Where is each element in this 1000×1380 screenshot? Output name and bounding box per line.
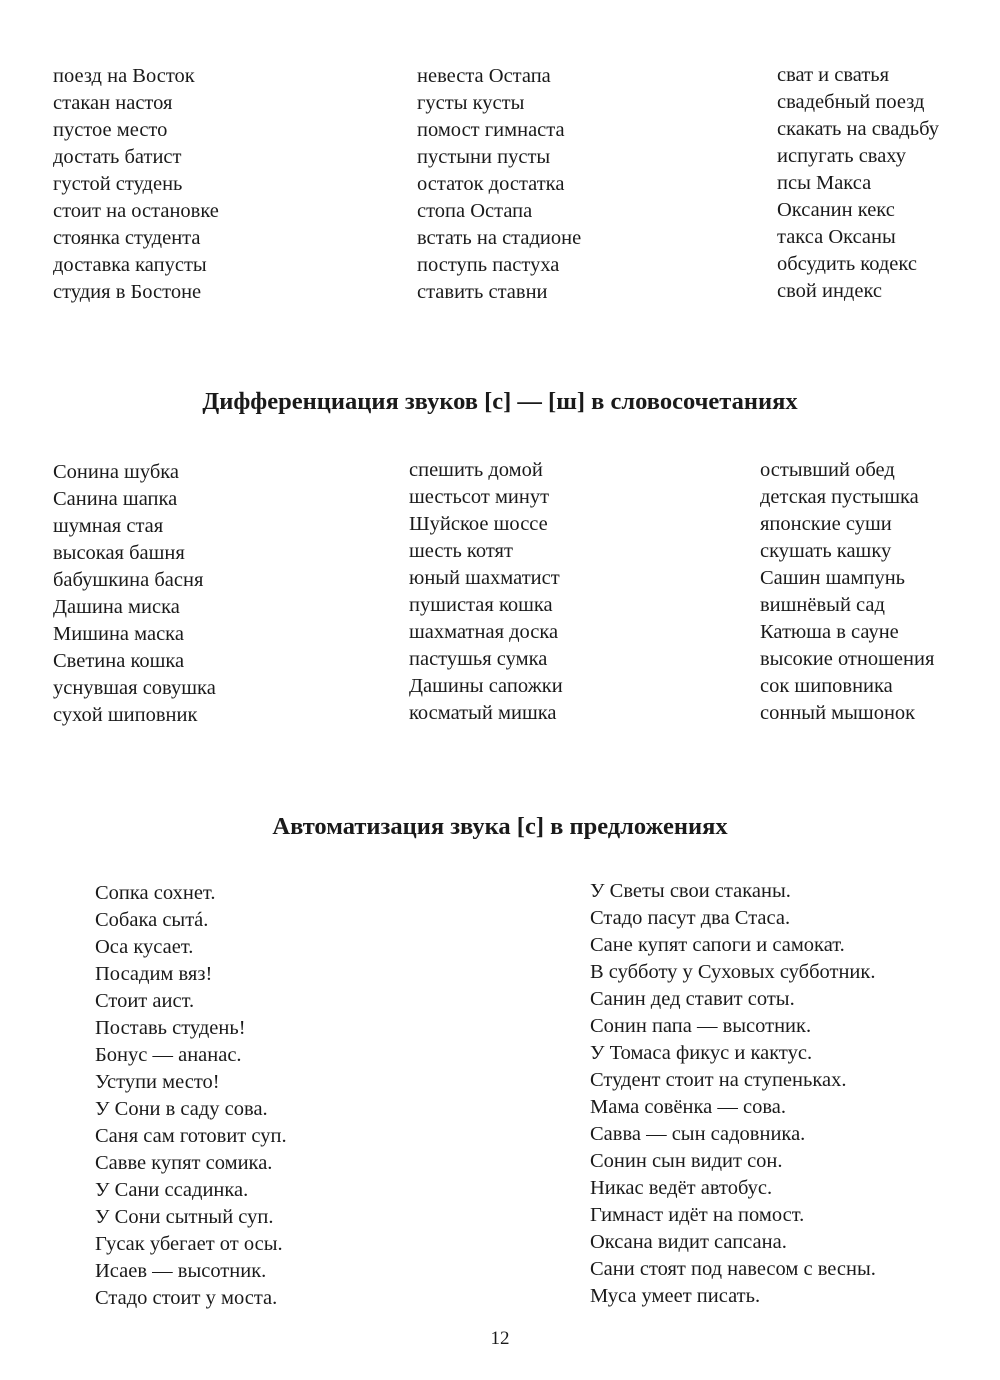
list-item: Сонин папа — высотник. [590,1015,812,1037]
list-item: Санина шапка [53,488,178,510]
list-item: шахматная доска [409,621,559,643]
list-item: поступь пастуха [417,254,560,276]
list-item: пустыни пусты [417,146,551,168]
list-item: Сани стоят под навесом с весны. [590,1258,876,1280]
section2-column-3 [760,457,934,727]
list-item: косматый мишка [409,702,557,724]
list-item: Сонин сын видит сон. [590,1150,783,1172]
list-item: японские суши [760,513,892,535]
list-item: Сане купят сапоги и самокат. [590,934,845,956]
list-item: Савва — сын садовника. [590,1123,806,1145]
section1-column-3 [777,62,939,305]
list-item: густы кусты [417,92,525,114]
list-item: Сопка сохнет. [95,882,216,904]
list-item: остаток достатка [417,173,565,195]
list-item: обсудить кодекс [777,253,917,275]
list-item: спешить домой [409,459,543,481]
list-item: ставить ставни [417,281,548,303]
list-item: густой студень [53,173,183,195]
list-item: Никас ведёт автобус. [590,1177,773,1199]
list-item: стоит на остановке [53,200,219,222]
list-item: стоянка студента [53,227,201,249]
list-item: остывший обед [760,459,895,481]
list-item: Светина кошка [53,650,185,672]
list-item: Студент стоит на ступеньках. [590,1069,847,1091]
list-item: скакать на свадьбу [777,118,939,140]
list-item: свой индекс [777,280,883,302]
list-item: сонный мышонок [760,702,916,724]
list-item: У Сони сытный суп. [95,1206,274,1228]
section1-column-1 [53,63,219,306]
list-item: достать батист [53,146,182,168]
page-number: 12 [490,1328,510,1349]
list-item: Дашина миска [53,596,180,618]
list-item: свадебный поезд [777,91,925,113]
list-item: Поставь студень! [95,1017,246,1039]
list-item: пустое место [53,119,168,141]
list-item: невеста Остапа [417,65,551,87]
list-item: Оксана видит сапсана. [590,1231,787,1253]
list-item: уснувшая совушка [53,677,216,699]
list-item: юный шахматист [409,567,560,589]
list-item: Мишина маска [53,623,184,645]
list-item: помост гимнаста [417,119,565,141]
list-item: У Светы свои стаканы. [590,880,791,902]
list-item: шестьсот минут [409,486,550,508]
list-item: пастушья сумка [409,648,548,670]
list-item: Гимнаст идёт на помост. [590,1204,805,1226]
list-item: бабушкина басня [53,569,204,591]
list-item: шесть котят [409,540,513,562]
list-item: Сонина шубка [53,461,180,483]
list-item: Катюша в сауне [760,621,899,643]
list-item: Стоит аист. [95,990,195,1012]
list-item: Саня сам готовит суп. [95,1125,287,1147]
list-item: Уступи место! [95,1071,220,1093]
list-item: Гусак убегает от осы. [95,1233,283,1255]
list-item: испугать сваху [777,145,907,167]
list-item: высокая башня [53,542,185,564]
list-item: Мама совёнка — сова. [590,1096,786,1118]
section2-column-2 [409,457,563,727]
list-item: Стадо стоит у моста. [95,1287,278,1309]
section3-column-2 [590,878,876,1310]
list-item: Бонус — ананас. [95,1044,242,1066]
list-item: Собака сытá. [95,909,209,931]
list-item: Шуйское шоссе [409,513,548,535]
list-item: Посадим вяз! [95,963,213,985]
list-item: Исаев — высотник. [95,1260,267,1282]
list-item: Савве купят сомика. [95,1152,273,1174]
list-item: стопа Остапа [417,200,533,222]
list-item: шумная стая [53,515,164,537]
list-item: встать на стадионе [417,227,582,249]
list-item: В субботу у Суховых субботник. [590,961,876,983]
list-item: Оса кусает. [95,936,194,958]
list-item: высокие отношения [760,648,935,670]
list-item: сухой шиповник [53,704,198,726]
list-item: сват и сватья [777,64,890,86]
list-item: вишнёвый сад [760,594,885,616]
list-item: детская пустышка [760,486,919,508]
list-item: Стадо пасут два Стаса. [590,907,791,929]
list-item: скушать кашку [760,540,892,562]
list-item: У Сани ссадинка. [95,1179,249,1201]
list-item: доставка капусты [53,254,207,276]
section3-heading: Автоматизация звука [с] в предложениях [272,813,728,840]
list-item: У Сони в саду сова. [95,1098,268,1120]
section3-column-1 [95,880,287,1312]
list-item: Сашин шампунь [760,567,906,589]
list-item: сок шиповника [760,675,893,697]
list-item: Санин дед ставит соты. [590,988,795,1010]
list-item: поезд на Восток [53,65,195,87]
list-item: студия в Бостоне [53,281,202,303]
list-item: такса Оксаны [777,226,896,248]
section2-column-1 [53,459,216,729]
section2-heading: Дифференциация звуков [с] — [ш] в словосочетаниях [202,388,798,415]
section1-column-2 [417,63,581,306]
list-item: псы Макса [777,172,872,194]
list-item: У Томаса фикус и кактус. [590,1042,813,1064]
list-item: Дашины сапожки [409,675,563,697]
list-item: Оксанин кекс [777,199,895,221]
list-item: Муса умеет писать. [590,1285,761,1307]
list-item: пушистая кошка [409,594,553,616]
list-item: стакан настоя [53,92,173,114]
